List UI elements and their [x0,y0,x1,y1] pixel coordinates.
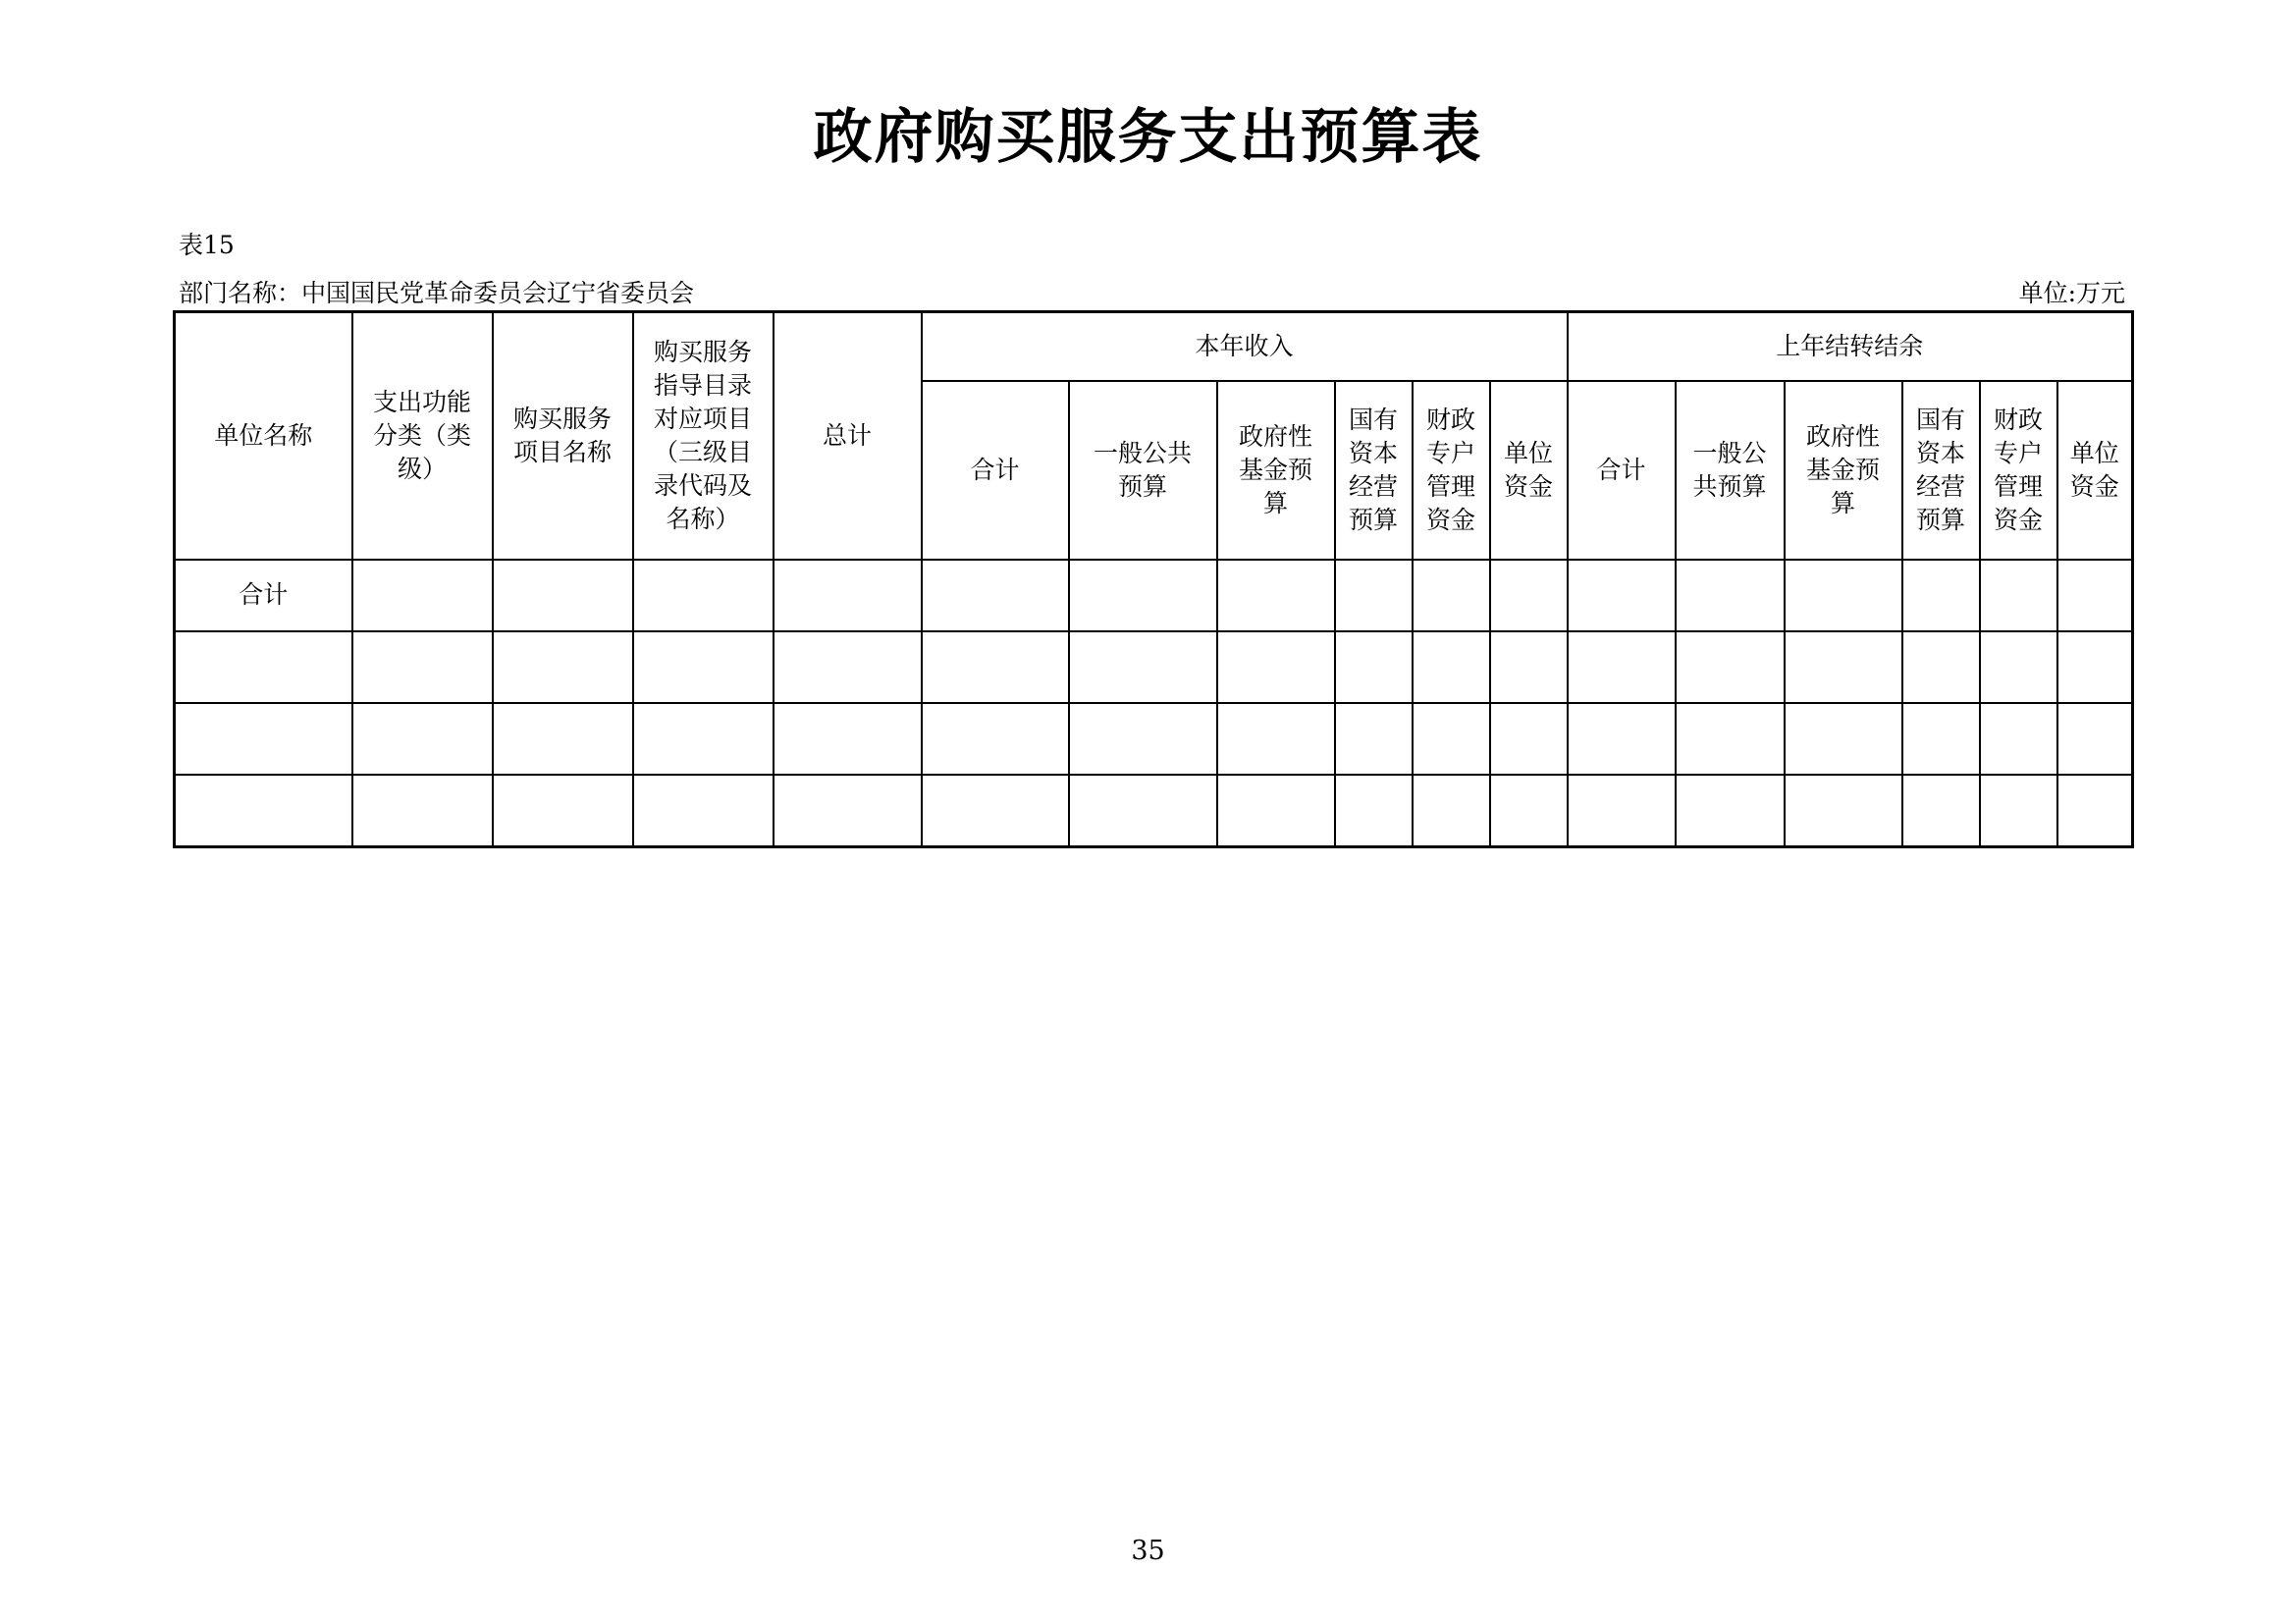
header-prior-state-capital: 国有资本经营预算 [1902,381,1980,560]
empty-cell [1069,703,1217,775]
row-unit-name: 合计 [175,560,352,631]
row-unit-name [175,775,352,847]
header-current-unit-funds: 单位资金 [1490,381,1568,560]
header-row-top [175,312,2133,381]
empty-cell [1902,631,1980,703]
empty-cell [1902,775,1980,847]
header-catalog-item: 购买服务指导目录对应项目（三级目录代码及名称） [633,312,774,560]
empty-cell [1980,775,2057,847]
empty-cell [922,560,1069,631]
header-prior-unit-funds: 单位资金 [2057,381,2133,560]
table-row [175,775,2133,847]
empty-cell [1676,560,1785,631]
header-unit-name: 单位名称 [175,312,352,560]
header-current-special-account: 财政专户管理资金 [1413,381,1490,560]
empty-cell [1335,775,1413,847]
empty-cell [922,703,1069,775]
empty-cell [1217,703,1335,775]
empty-cell [1413,560,1490,631]
empty-cell [493,703,633,775]
header-project-name: 购买服务项目名称 [493,312,633,560]
empty-cell [1676,631,1785,703]
empty-cell [1069,631,1217,703]
empty-cell [1413,703,1490,775]
empty-cell [922,775,1069,847]
empty-cell [1069,775,1217,847]
header-current-year-income: 本年收入 [922,312,1568,381]
empty-cell [1217,775,1335,847]
empty-cell [352,775,493,847]
empty-cell [1568,631,1676,703]
row-unit-name [175,631,352,703]
empty-cell [1676,703,1785,775]
empty-cell [2057,775,2133,847]
table-id: 表15 [179,231,235,259]
table-row [175,631,2133,703]
empty-cell [352,560,493,631]
empty-cell [1490,560,1568,631]
header-prior-total: 合计 [1568,381,1676,560]
table-row [175,560,2133,631]
empty-cell [1490,703,1568,775]
empty-cell [774,703,922,775]
empty-cell [1069,560,1217,631]
empty-cell [633,560,774,631]
empty-cell [2057,631,2133,703]
empty-cell [633,775,774,847]
empty-cell [1568,775,1676,847]
empty-cell [1980,560,2057,631]
page-number: 35 [1131,1536,1165,1566]
empty-cell [352,703,493,775]
table-row [175,703,2133,775]
empty-cell [1490,775,1568,847]
header-prior-fund-budget: 政府性基金预算 [1785,381,1902,560]
empty-cell [493,775,633,847]
empty-cell [922,631,1069,703]
empty-cell [1490,631,1568,703]
header-current-fund-budget: 政府性基金预算 [1217,381,1335,560]
empty-cell [1902,703,1980,775]
empty-cell [1217,631,1335,703]
empty-cell [1413,775,1490,847]
empty-cell [1217,560,1335,631]
header-current-total: 合计 [922,381,1069,560]
empty-cell [1980,631,2057,703]
empty-cell [1413,631,1490,703]
empty-cell [774,560,922,631]
header-total: 总计 [774,312,922,560]
empty-cell [633,631,774,703]
empty-cell [774,631,922,703]
budget-table [173,310,2134,848]
unit-label: 单位:万元 [2018,279,2125,307]
header-current-state-capital: 国有资本经营预算 [1335,381,1413,560]
empty-cell [2057,703,2133,775]
empty-cell [2057,560,2133,631]
empty-cell [1785,703,1902,775]
empty-cell [1785,775,1902,847]
empty-cell [1568,560,1676,631]
header-function-class: 支出功能分类（类级） [352,312,493,560]
empty-cell [1676,775,1785,847]
empty-cell [1785,631,1902,703]
empty-cell [493,631,633,703]
empty-cell [1902,560,1980,631]
empty-cell [352,631,493,703]
header-current-general-budget: 一般公共预算 [1069,381,1217,560]
department-name: 部门名称：中国国民党革命委员会辽宁省委员会 [179,279,695,307]
empty-cell [774,775,922,847]
header-prior-year-carryover: 上年结转结余 [1568,312,2133,381]
empty-cell [493,560,633,631]
header-prior-special-account: 财政专户管理资金 [1980,381,2057,560]
row-unit-name [175,703,352,775]
empty-cell [1335,703,1413,775]
empty-cell [1335,631,1413,703]
empty-cell [633,703,774,775]
empty-cell [1568,703,1676,775]
empty-cell [1335,560,1413,631]
empty-cell [1980,703,2057,775]
empty-cell [1785,560,1902,631]
header-prior-general-budget: 一般公共预算 [1676,381,1785,560]
page-title: 政府购买服务支出预算表 [813,103,1483,172]
